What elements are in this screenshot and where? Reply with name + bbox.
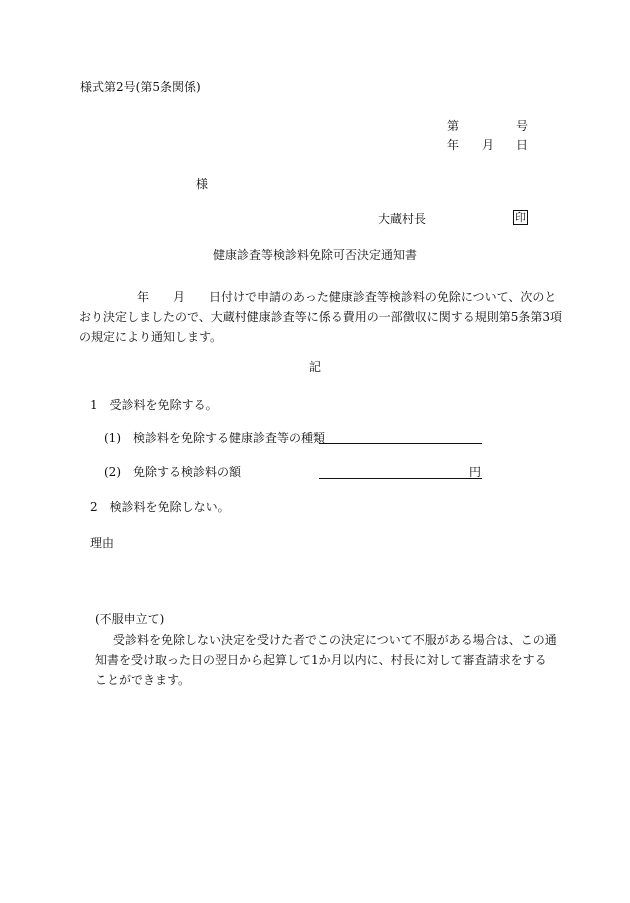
reason-label: 理由 bbox=[90, 536, 115, 550]
body-line: おり決定しましたので、大蔵村健康診査等に係る費用の一部徴収に関する規則第5条第3項 bbox=[79, 310, 563, 324]
appeal-line: 受診料を免除しない決定を受けた者でこの決定について不服がある場合は、この通 bbox=[113, 633, 557, 647]
addressee-suffix: 様 bbox=[196, 177, 209, 191]
appeal-line: ことができます。 bbox=[95, 673, 191, 687]
date-day: 日 bbox=[516, 138, 529, 152]
exam-type-blank-line bbox=[319, 443, 482, 444]
item-not-exempt: 2 検診料を免除しない。 bbox=[90, 500, 230, 514]
sub-item-exam-type: (1) 検診料を免除する健康診査等の種類 bbox=[104, 431, 325, 445]
body-line: 年 月 日付けで申請のあった健康診査等検診料の免除について、次のと bbox=[137, 290, 557, 304]
date-month: 月 bbox=[482, 138, 495, 152]
issuer-name: 大蔵村長 bbox=[378, 212, 427, 226]
appeal-title: (不服申立て) bbox=[95, 612, 165, 626]
doc-number-prefix: 第 bbox=[447, 119, 460, 133]
appeal-line: 知書を受け取った日の翌日から起算して1か月以内に、村長に対して審査請求をする bbox=[95, 653, 547, 667]
document-title: 健康診査等検診料免除可否決定通知書 bbox=[212, 248, 417, 262]
form-number: 様式第2号(第5条関係) bbox=[80, 80, 201, 94]
ki-heading: 記 bbox=[308, 360, 321, 374]
sub-item-exempt-amount: (2) 免除する検診料の額 bbox=[104, 465, 241, 479]
date-year: 年 bbox=[447, 138, 460, 152]
item-exempt: 1 受診料を免除する。 bbox=[90, 398, 218, 412]
amount-blank-line bbox=[319, 478, 482, 479]
seal-stamp: 印 bbox=[515, 211, 526, 224]
body-line: の規定により通知します。 bbox=[79, 330, 223, 344]
yen-unit: 円 bbox=[469, 465, 482, 479]
body-paragraph bbox=[79, 287, 563, 347]
appeal-paragraph bbox=[95, 630, 555, 690]
doc-number-suffix: 号 bbox=[516, 119, 529, 133]
